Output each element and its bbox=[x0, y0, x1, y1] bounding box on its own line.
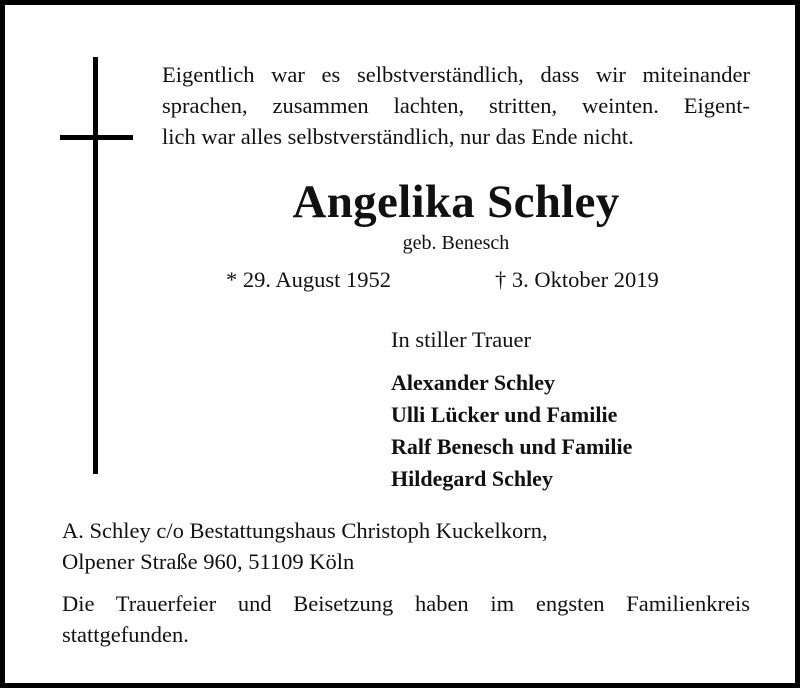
mourner-name: Alexander Schley bbox=[391, 370, 555, 395]
mourner-name: Ulli Lücker und Familie bbox=[391, 402, 618, 427]
mourning-title: In stiller Trauer bbox=[391, 327, 531, 352]
notice-line: stattgefunden. bbox=[62, 622, 189, 647]
memorial-quote bbox=[162, 59, 750, 152]
contact-address bbox=[62, 515, 548, 577]
mourner-name: Hildegard Schley bbox=[391, 466, 553, 491]
birth-date: * 29. August 1952 bbox=[226, 267, 392, 292]
cross-icon-bar bbox=[60, 135, 133, 140]
mourner-name: Ralf Benesch und Familie bbox=[391, 434, 633, 459]
deceased-name: Angelika Schley bbox=[292, 176, 620, 228]
funeral-notice bbox=[62, 588, 750, 650]
quote-line: sprachen, zusammen lachten, stritten, weinten. Eigent- bbox=[162, 93, 750, 118]
cross-icon bbox=[93, 57, 98, 474]
death-date: † 3. Oktober 2019 bbox=[495, 267, 659, 292]
mourners-list bbox=[391, 367, 632, 495]
address-line: Olpener Straße 960, 51109 Köln bbox=[62, 549, 355, 574]
address-line: A. Schley c/o Bestattungshaus Christoph Kuckelkorn, bbox=[62, 518, 548, 543]
quote-line: lich war alles selbstverständlich, nur das Ende nicht. bbox=[162, 124, 634, 149]
notice-line: Die Trauerfeier und Beisetzung haben im engsten Familienkreis bbox=[62, 591, 750, 616]
quote-line: Eigentlich war es selbstverständlich, dass wir miteinander bbox=[162, 62, 750, 87]
maiden-name: geb. Benesch bbox=[402, 232, 510, 254]
